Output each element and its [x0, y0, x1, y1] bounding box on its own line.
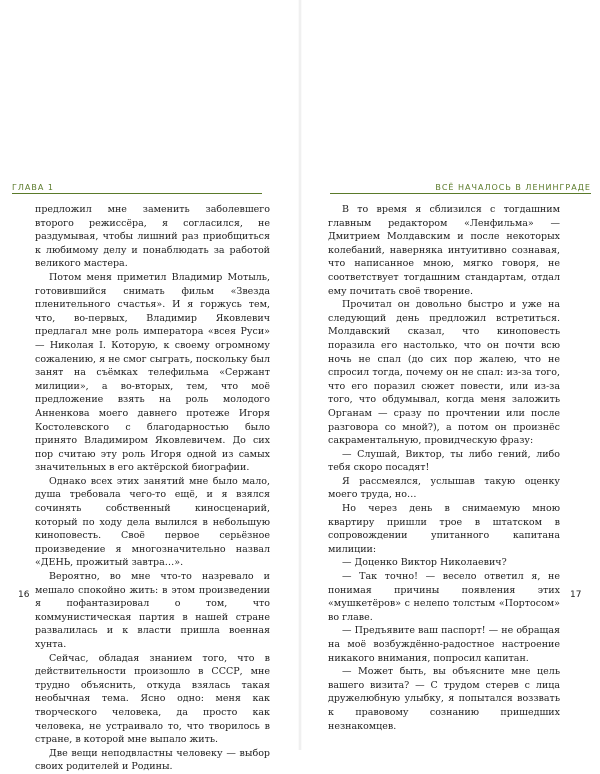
paragraph: Потом меня приметил Владимир Мотыль, готовившийся снимать фильм «Звезда пленительного счастья». И я горжусь тем, что, во-первых, Владимир Яковлевич предлагал мне роль императора «всея Руси» — Николая I. Которую, к своему огромному сожалению, я не смог сыграть, поскольку был занят на съёмках телефильма «Сержант милиции», а во-вторых, тем, что моё предложение взять на роль молодого Анненкова моего давнего протеже Игоря Костолевского с благодарностью было принято Владимиром Яковлевичем. До сих пор считаю эту роль Игоря одной из самых значительных в его актёрской биографии. [35, 271, 270, 474]
paragraph: Прочитал он довольно быстро и уже на следующий день предложил встретиться. Молдавский сказал, что киноповесть поразила его настолько, что он почти всю ночь не спал (до сих пор жалею, что не спросил тогда, почему он не спал: из-за того, что его поразил сюжет повести, или из-за того, что обдумывал, когда меня заложить Органам — сразу по прочтении или после разговора со мной?), а потом он произнёс сакраментальную, провидческую фразу: [328, 299, 560, 447]
paragraph: Вероятно, во мне что-то назревало и мешало спокойно жить: в этом произведении я пофантазировал о том, что коммунистическая партия в нашей стране развалилась и к власти пришла военная хунта. [35, 571, 270, 650]
paragraph: В то время я сблизился с тогдашним главным редактором «Ленфильма» — Дмитрием Молдавским и после некоторых колебаний, наверняка интуитивно сознавая, что написанное мною, мягко говоря, не соответствует тогдашним стандартам, отдал ему почитать своё творение. [328, 204, 560, 297]
chapter-header: ГЛАВА 1 [12, 183, 54, 192]
page-number: 17 [570, 590, 582, 600]
paragraph: — Слушай, Виктор, ты либо гений, либо тебя скоро посадят! [328, 448, 560, 474]
page-number: 16 [18, 590, 30, 600]
paragraph: — Может быть, вы объясните мне цель вашего визита? — С трудом стерев с лица дружелюбную улыбку, я попытался воззвать к правовому сознанию пришедших незнакомцев. [328, 666, 560, 732]
paragraph: — Так точно! — весело ответил я, не понимая причины появления этих «мушкетёров» с нелепо толстым «Портосом» во главе. [328, 571, 560, 623]
paragraph: Однако всех этих занятий мне было мало, душа требовала чего-то ещё, и я взялся сочинять собственный киносценарий, который по ходу дела вылился в небольшую киноповесть. Своё первое серьёзное произведение я многозначительно назвал «ДЕНЬ, прожитый завтра…». [35, 475, 270, 569]
paragraph: Но через день в снимаемую мною квартиру пришли трое в штатском в сопровождении упитанного капитана милиции: [328, 503, 560, 555]
header-rule [12, 193, 262, 194]
left-page-text [35, 203, 270, 774]
paragraph: — Доценко Виктор Николаевич? [342, 557, 507, 569]
paragraph: предложил мне заменить заболевшего второго режиссёра, я согласился, не раздумывая, чтобы лишний раз приобщиться к любимому делу и понаблюдать за работой великого мастера. [35, 204, 270, 270]
paragraph: Две вещи неподвластны человеку — выбор своих родителей и Родины. [35, 747, 270, 773]
right-page-text [328, 203, 560, 733]
header-rule [330, 193, 591, 194]
paragraph: Сейчас, обладая знанием того, что в действительности произошло в СССР, мне трудно объяснить, откуда взялась такая необычная тема. Ясно одно: меня как творческого человека, да просто как человека, не устраивало то, что творилось в стране, в которой мне выпало жить. [35, 652, 270, 746]
paragraph: — Предъявите ваш паспорт! — не обращая на моё возбуждённо-радостное настроение никакого внимания, попросил капитан. [328, 625, 560, 664]
paragraph: Я рассмеялся, услышав такую оценку моего труда, но… [328, 475, 560, 501]
section-header: ВСЁ НАЧАЛОСЬ В ЛЕНИНГРАДЕ [435, 183, 591, 192]
